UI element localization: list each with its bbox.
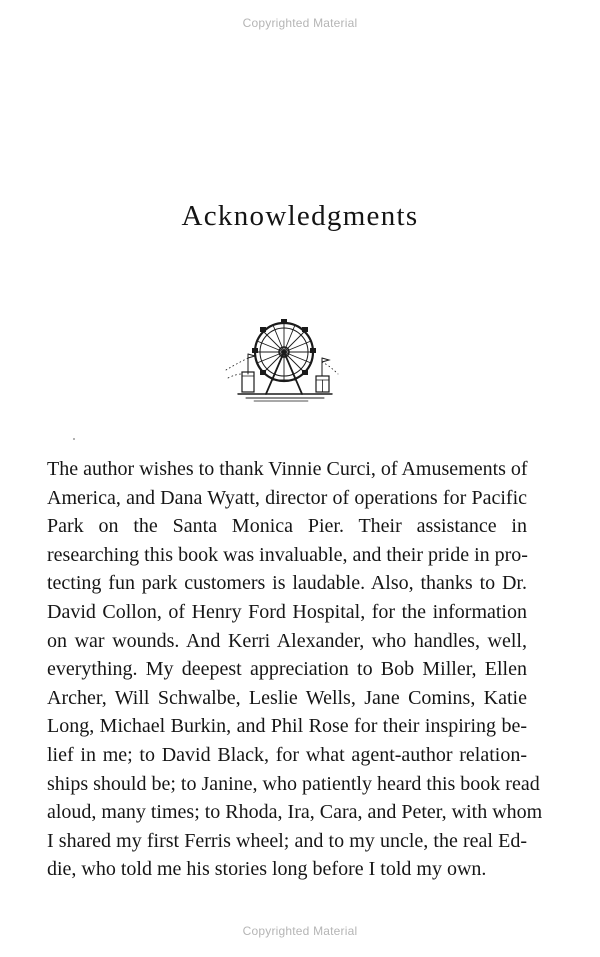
text-line: I shared my first Ferris wheel; and to my uncle, the real Ed- [47,829,527,852]
text-line: lief in me; to David Black, for what agent-author relation- [47,743,527,766]
copyright-watermark-bottom: Copyrighted Material [242,924,358,938]
text-line: America, and Dana Wyatt, director of operations for Pacific [47,486,527,509]
text-line: David Collon, of Henry Ford Hospital, for the information [47,600,527,623]
copyright-watermark-top: Copyrighted Material [242,16,358,30]
text-line: ships should be; to Janine, who patiently heard this book read [47,772,540,795]
text-line: Archer, Will Schwalbe, Leslie Wells, Jane Comins, Katie [47,686,527,709]
text-line: Park on the Santa Monica Pier. Their assistance in [47,515,527,538]
text-line: tecting fun park customers is laudable. Also, thanks to Dr. [47,572,527,595]
text-line: aloud, many times; to Rhoda, Ira, Cara, and Peter, with whom [47,801,543,824]
page-title: Acknowledgments [181,200,419,232]
text-line: die, who told me his stories long before I told my own. [47,858,487,881]
text-line: on war wounds. And Kerri Alexander, who handles, well, [47,629,527,652]
text-line: researching this book was invaluable, and their pride in pro- [47,543,528,566]
acknowledgments-paragraph [47,455,543,884]
ferris-wheel-icon [224,314,340,406]
paper-speck [73,438,75,440]
text-line: Long, Michael Burkin, and Phil Rose for their inspiring be- [47,715,527,738]
text-line: The author wishes to thank Vinnie Curci, of Amusements of [47,458,528,480]
text-line: everything. My deepest appreciation to Bob Miller, Ellen [47,658,527,681]
